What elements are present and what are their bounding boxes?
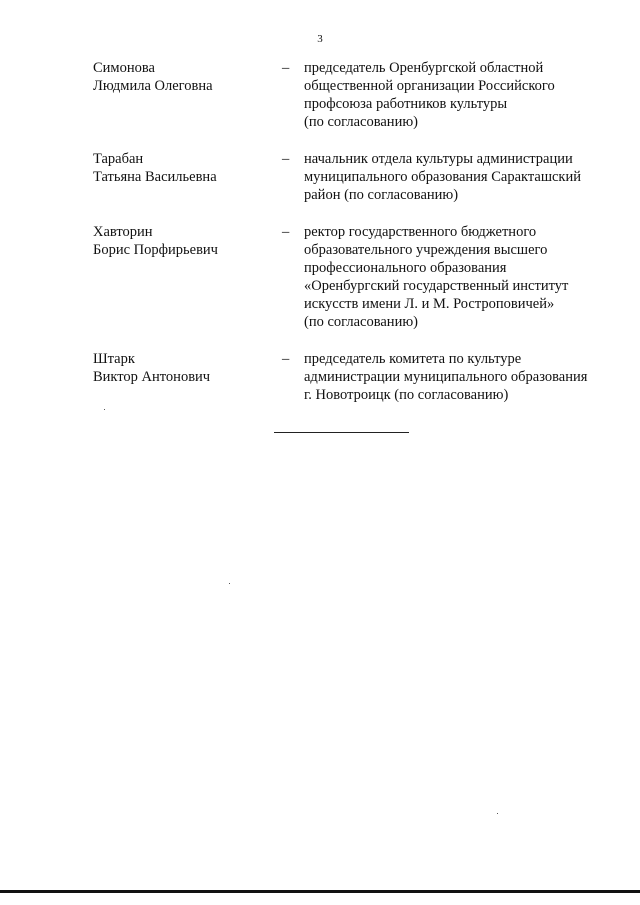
member-given-names: Людмила Олеговна bbox=[93, 78, 213, 94]
member-name bbox=[93, 223, 273, 259]
description-line: председатель Оренбургской областной bbox=[304, 60, 544, 76]
scan-speck bbox=[104, 409, 105, 410]
member-surname: Симонова bbox=[93, 60, 155, 76]
description-line: образовательного учреждения высшего bbox=[304, 242, 548, 258]
scan-speck bbox=[497, 813, 498, 814]
member-description bbox=[304, 350, 614, 404]
description-line: профсоюза работников культуры bbox=[304, 96, 508, 112]
member-entry bbox=[93, 350, 613, 404]
member-given-names: Виктор Антонович bbox=[93, 369, 211, 385]
description-line: искусств имени Л. и М. Ростроповичей» bbox=[304, 296, 555, 312]
scan-bottom-edge-line bbox=[0, 890, 640, 893]
member-entry bbox=[93, 223, 613, 331]
member-given-names: Татьяна Васильевна bbox=[93, 169, 217, 185]
description-line: район (по согласованию) bbox=[304, 187, 459, 203]
member-name bbox=[93, 59, 273, 95]
description-line: общественной организации Российского bbox=[304, 78, 555, 94]
description-line: администрации муниципального образования bbox=[304, 369, 588, 385]
description-line: профессионального образования bbox=[304, 260, 507, 276]
member-dash: – bbox=[282, 224, 290, 240]
member-name bbox=[93, 350, 273, 386]
member-dash: – bbox=[282, 60, 290, 76]
end-of-list-separator bbox=[274, 432, 409, 433]
description-line: (по согласованию) bbox=[304, 314, 418, 330]
member-surname: Штарк bbox=[93, 351, 135, 367]
member-surname: Тарабан bbox=[93, 151, 144, 167]
description-line: председатель комитета по культуре bbox=[304, 351, 522, 367]
member-dash: – bbox=[282, 151, 290, 167]
member-entry bbox=[93, 150, 613, 204]
member-description bbox=[304, 150, 614, 204]
member-description bbox=[304, 59, 614, 131]
scan-speck bbox=[229, 583, 230, 584]
description-line: муниципального образования Саракташский bbox=[304, 169, 581, 185]
description-line: «Оренбургский государственный институт bbox=[304, 278, 569, 294]
member-description bbox=[304, 223, 614, 331]
member-given-names: Борис Порфирьевич bbox=[93, 242, 218, 258]
description-line: начальник отдела культуры администрации bbox=[304, 151, 573, 167]
commission-members-list bbox=[93, 59, 613, 404]
description-line: г. Новотроицк (по согласованию) bbox=[304, 387, 509, 403]
member-name bbox=[93, 150, 273, 186]
description-line: ректор государственного бюджетного bbox=[304, 224, 537, 240]
member-entry bbox=[93, 59, 613, 131]
member-surname: Хавторин bbox=[93, 224, 153, 240]
page-number: 3 bbox=[317, 33, 323, 45]
member-dash: – bbox=[282, 351, 290, 367]
description-line: (по согласованию) bbox=[304, 114, 418, 130]
